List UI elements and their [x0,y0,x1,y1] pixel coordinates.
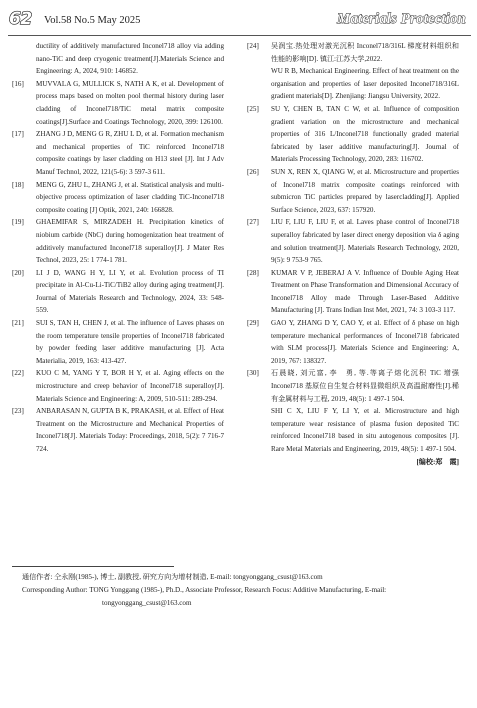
header-rule [8,35,471,36]
reference-item [247,267,459,317]
reference-number: [17] [12,130,24,139]
reference-text-cn: 吴润宝.热处理对激光沉积 Inconel718/316L 梯度材料组织和性能的影响[D]. 镇江:江苏大学,2022. [271,42,459,63]
reference-text-cn: 石晨晓, 刘元富, 李 勇, 等.等离子熔化沉积 TiC 增强 Inconel718 基原位自生复合材料显微组织及高温耐磨性[J].稀有金属材料与工程, 2019, 48(5): 1 497-1 504. [271,369,459,403]
reference-text-en: SHI C X, LIU F Y, LI Y, et al. Microstructure and high temperature wear resistance of plasma fusion deposited TiC reinforced Inconel718 based in situ autogenous composites [J]. Rare Metal Materials and Engineering, 2019, 48(5): 1 497-1 504. [271,407,459,453]
reference-item [247,317,459,367]
reference-number: [20] [12,268,24,277]
reference-number: [22] [12,369,24,378]
reference-text: KUO C M, YANG Y T, BOR H Y, et al. Aging effects on the microstructure and creep behavior of Inconel718 superalloy[J]. Materials Science and Engineering: A, 2009, 510-511: 289-294. [36,369,224,403]
reference-number: [21] [12,319,24,328]
page-header [0,0,477,40]
footnote [22,571,468,610]
reference-item [12,317,224,367]
page-number: 62 [9,9,32,29]
reference-text: LI J D, WANG H Y, LI Y, et al. Evolution process of TI precipitate in Al-Cu-Li-TiC/TiB2 alloy during aging treatment[J]. Journal of Materials Research and Technology, 2024, 33: 548-559. [36,268,224,315]
reference-number: [30] [247,369,259,378]
reference-text: GHAEMIFAR S, MIRZADEH H. Precipitation kinetics of niobium carbide (NbC) during homogenization heat treatment of additively manufactured Inconel718 superalloy[J]. J Mater Res Technol, 2023, 25: 1 774-1 781. [36,218,224,265]
reference-number: [25] [247,104,259,113]
reference-number: [19] [12,218,24,227]
reference-item [12,367,224,405]
corresponding-author-cn: 通信作者: 仝永刚(1985-), 博士, 副教授, 研究方向为增材制造, E-mail: tongyonggang_csust@163.com [22,573,323,581]
reference-number: [23] [12,407,24,416]
reference-number: [27] [247,218,259,227]
reference-text: SUN X, REN X, QIANG W, et al. Microstructure and properties of Inconel718 matrix composite coatings reinforced with submicron TiC particles prepared by lasercladding[J]. Applied Surface Science, 2023, 637: 157920. [271,167,459,214]
author-email: tongyonggang_csust@163.com [102,599,192,607]
corresponding-author-en: Corresponding Author: TONG Yonggang (1985-), Ph.D., Associate Professor, Research Focus: Additive Manufacturing, E-mail: [22,586,387,594]
reference-number: [16] [12,79,24,88]
right-reference-column [247,40,459,468]
reference-item [12,405,224,455]
reference-number: [29] [247,319,259,328]
reference-text: KUMAR V P, JEBERAJ A V. Influence of Double Aging Heat Treatment on Phase Transformation and Dimensional Accuracy of Inconel718 Alloy made Through Laser-Based Additive Manufacturing [J]. Trans Indian Inst Met, 2021, 74: 3 103-3 117. [271,268,459,315]
reference-text: GAO Y, ZHANG D Y, CAO Y, et al. Effect of δ phase on high temperature mechanical performances of Inconel718 fabricated with SLM process[J]. Materials Science and Engineering: A, 2019, 767: 138327. [271,319,459,365]
left-reference-column [12,40,224,456]
reference-text: LIU F, LIU F, LIU F, et al. Laves phase control of Inconel718 superalloy fabricated by laser direct energy deposition via δ aging and solution treatment[J]. Materials Research Technology, 2020, 9(5): 9 753-9 765. [271,218,459,265]
reference-item [247,166,459,216]
reference-number: [24] [247,42,259,50]
reference-text: SU Y, CHEN B, TAN C W, et al. Influence of composition gradient variation on the microstructure and mechanical properties of 316 L/Inconel718 functionally graded material fabricated by laser additive manufacturing[J]. Journal of Materials Processing Technology, 2020, 283: 116702. [271,104,459,164]
reference-item [12,267,224,317]
journal-title: Materials Protection [337,11,466,27]
reference-number: [28] [247,268,259,277]
reference-text-en: WU R B, Mechanical Engineering. Effect of heat treatment on the organisation and properties of laser deposited Inconel718/316L gradient materials[D]. Zhenjiang: Jiangsu University, 2022. [271,67,459,101]
reference-text: MENG G, ZHU L, ZHANG J, et al. Statistical analysis and multi-objective process optimization of laser cladding TiC-Inconel718 composite coating [J] Optik, 2021, 240: 166828. [36,180,224,214]
reference-text: ANBARASAN N, GUPTA B K, PRAKASH, et al. Effect of Heat Treatment on the Microstructure and Mechanical Properties of Inconel718[J]. Materials Today: Proceedings, 2018, 5(2): 7 716-7 724. [36,407,224,453]
reference-item [247,367,459,468]
reference-item [12,216,224,266]
reference-item [12,128,224,178]
editor-note: [编校:郑 霞] [416,457,459,466]
reference-number [12,40,36,78]
reference-item [12,78,224,128]
volume-issue: Vol.58 No.5 May 2025 [44,15,141,26]
reference-item [12,179,224,217]
reference-number: [26] [247,167,259,176]
footnote-rule [12,566,174,567]
reference-item [247,40,459,103]
reference-text: SUI S, TAN H, CHEN J, et al. The influence of Laves phases on the room temperature tensile properties of Inconel718 fabricated by powder feeding laser additive manufacturing [J]. Acta Materialia, 2019, 163: 413-427. [36,319,224,365]
reference-text: ZHANG J D, MENG G R, ZHU L D, et al. Formation mechanism and mechanical properties of TiC reinforced Inconel718 composite coatings by laser cladding on H13 steel [J]. Int J Adv Manuf Technol, 2022, 121(5-6): 3 597-3 611. [36,130,224,176]
reference-text: ductility of additively manufactured Inconel718 alloy via adding nano-TiC and deep cryogenic treatment[J].Materials Science and Engineering: A, 2024, 910: 146852. [36,42,224,76]
reference-text: MUVVALA G, MULLICK S, NATH A K, et al. Development of process maps based on molten pool thermal history during laser cladding of Inconel718/TiC metal matrix composite coatings[J].Surface and Coatings Technology, 2020, 399: 126100. [36,79,224,126]
reference-item [247,103,459,166]
reference-number: [18] [12,180,24,189]
reference-item [12,40,224,78]
reference-item [247,216,459,266]
